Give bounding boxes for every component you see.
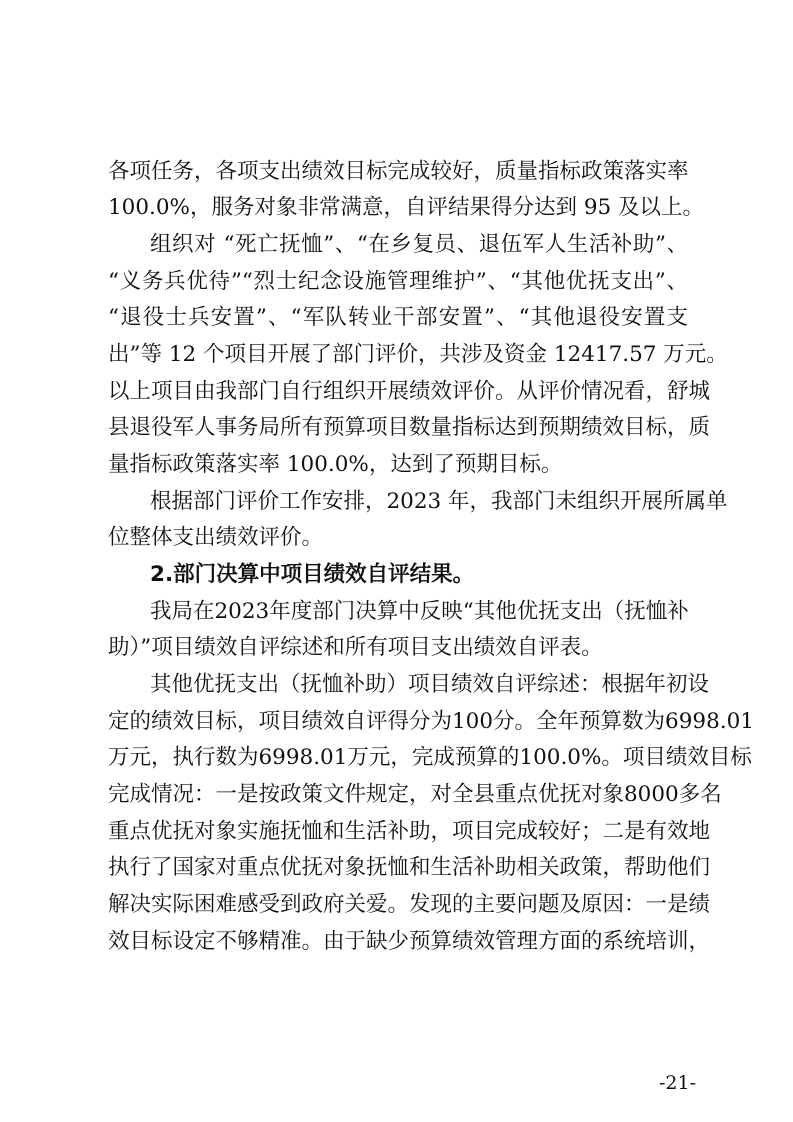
paragraph-start-line: 其他优抚支出（抚恤补助）项目绩效自评综述：根据年初设 xyxy=(150,672,710,697)
text-line: 重点优抚对象实施抚恤和生活补助，项目完成较好；二是有效地 xyxy=(108,819,711,844)
page-number: -21- xyxy=(658,1072,696,1094)
paragraph-start-line: 组织对 “死亡抚恤”、“在乡复员、退伍军人生活补助”、 xyxy=(150,232,688,257)
text-line: 各项任务，各项支出绩效目标完成较好，质量指标政策落实率 xyxy=(108,159,689,184)
text-line: 效目标设定不够精准。由于缺少预算绩效管理方面的系统培训， xyxy=(108,929,711,954)
text-line: 解决实际困难感受到政府关爱。发现的主要问题及原因：一是绩 xyxy=(108,892,711,917)
text-line: 定的绩效目标，项目绩效自评得分为100分。全年预算数为6998.01 xyxy=(108,709,754,734)
text-line: 出”等 12 个项目开展了部门评价，共涉及资金 12417.57 万元。 xyxy=(108,342,728,367)
text-line: 100.0%，服务对象非常满意，自评结果得分达到 95 及以上。 xyxy=(108,195,705,220)
text-line: 完成情况：一是按政策文件规定，对全县重点优抚对象8000多名 xyxy=(108,782,722,807)
text-line: 位整体支出绩效评价。 xyxy=(108,525,324,550)
text-line: 以上项目由我部门自行组织开展绩效评价。从评价情况看，舒城 xyxy=(108,379,711,404)
text-line: 助）”项目绩效自评综述和所有项目支出绩效自评表。 xyxy=(108,635,603,660)
text-line: 万元，执行数为6998.01万元，完成预算的100.0%。项目绩效目标 xyxy=(108,745,752,770)
text-line: 执行了国家对重点优抚对象抚恤和生活补助相关政策，帮助他们 xyxy=(108,855,711,880)
text-line: “义务兵优待”“烈士纪念设施管理维护”、“其他优抚支出”、 xyxy=(108,269,688,294)
text-line: 县退役军人事务局所有预算项目数量指标达到预期绩效目标，质 xyxy=(108,415,711,440)
text-line: 量指标政策落实率 100.0%，达到了预期目标。 xyxy=(108,452,563,477)
paragraph-start-line: 根据部门评价工作安排，2023 年，我部门未组织开展所属单 xyxy=(150,489,728,514)
text-line: “退役士兵安置”、“军队转业干部安置”、“其他退役安置支 xyxy=(108,305,688,330)
section-heading: 2.部门决算中项目绩效自评结果。 xyxy=(150,562,475,587)
paragraph-start-line: 我局在2023年度部门决算中反映“其他优抚支出（抚恤补 xyxy=(150,599,689,624)
